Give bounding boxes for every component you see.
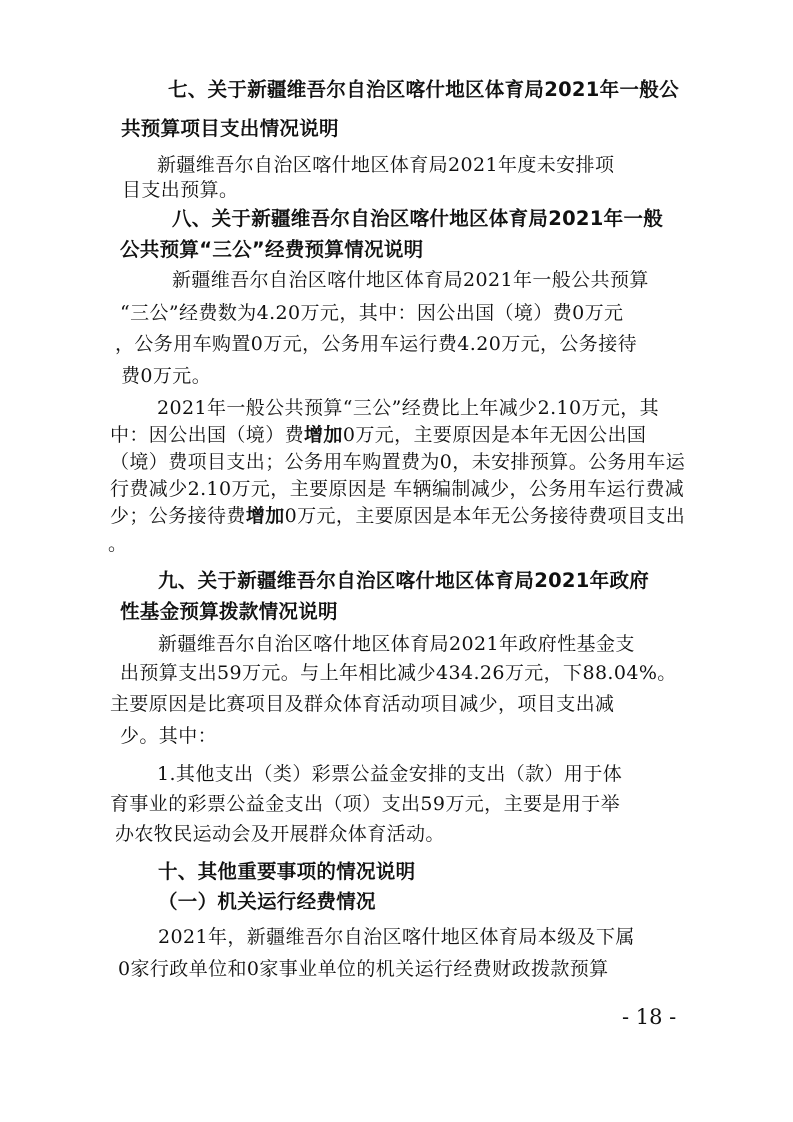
section-8-heading-line-2: 公共预算“三公”经费预算情况说明 [120,238,424,261]
section-8-paragraph-2-line-5 [110,502,685,530]
section-9-heading-line-2: 性基金预算拨款情况说明 [120,600,338,623]
section-8-paragraph-1-line-4: 费0万元。 [121,365,212,387]
section-8-paragraph-2-line-6: 。 [108,533,128,555]
section-7-heading-line-2: 共预算项目支出情况说明 [121,117,339,140]
text-run: 0万元，主要原因是本年无公务接待费项目支出 [284,505,686,527]
section-8-paragraph-1-line-2: “三公”经费数为4.20万元，其中：因公出国（境）费0万元 [120,302,624,324]
section-9-paragraph-2-line-1: 1.其他支出（类）彩票公益金安排的支出（款）用于体 [157,763,623,785]
section-10-paragraph-line-1: 2021年，新疆维吾尔自治区喀什地区体育局本级及下属 [158,926,635,948]
text-run: 少；公务接待费 [110,505,246,527]
section-9-paragraph-1-line-2: 出预算支出59万元。与上年相比减少434.26万元，下88.04%。 [120,662,677,684]
section-9-paragraph-2-line-2: 育事业的彩票公益金支出（项）支出59万元，主要是用于举 [110,793,620,815]
bold-text-run: 增加 [245,505,285,527]
section-8-paragraph-2-line-2 [110,421,646,449]
section-9-paragraph-1-line-3: 主要原因是比赛项目及群众体育活动项目减少，项目支出减 [110,693,615,715]
section-7-body-line-2: 目支出预算。 [122,179,239,201]
page-number: - 18 - [622,1005,677,1029]
section-9-paragraph-1-line-4: 少。其中： [120,725,218,747]
section-7-body-line-1: 新疆维吾尔自治区喀什地区体育局2021年度未安排项 [157,154,615,176]
section-7-heading-line-1: 七、关于新疆维吾尔自治区喀什地区体育局2021年一般公 [168,78,679,101]
section-10-paragraph-line-2: 0家行政单位和0家事业单位的机关运行经费财政拨款预算 [118,958,609,980]
section-8-paragraph-2-line-1: 2021年一般公共预算“三公”经费比上年减少2.10万元，其 [157,397,660,419]
section-8-paragraph-1-line-3: ，公务用车购置0万元，公务用车运行费4.20万元，公务接待 [115,333,637,355]
bold-text-run: 增加 [304,424,343,446]
section-10-subheading: （一）机关运行经费情况 [158,890,376,913]
section-8-paragraph-2-line-3: （境）费项目支出；公务用车购置费为0，未安排预算。公务用车运 [110,451,686,473]
section-9-heading-line-1: 九、关于新疆维吾尔自治区喀什地区体育局2021年政府 [158,569,650,592]
section-10-heading: 十、其他重要事项的情况说明 [158,860,416,883]
text-run: 0万元，主要原因是本年无因公出国 [342,424,647,446]
section-8-paragraph-2-line-4: 行费减少2.10万元，主要原因是 车辆编制减少，公务用车运行费减 [110,478,685,500]
text-run: 中：因公出国（境）费 [110,424,305,446]
section-8-paragraph-1-line-1: 新疆维吾尔自治区喀什地区体育局2021年一般公共预算 [172,269,649,291]
section-9-paragraph-2-line-3: 办农牧民运动会及开展群众体育活动。 [115,823,445,845]
section-9-paragraph-1-line-1: 新疆维吾尔自治区喀什地区体育局2021年政府性基金支 [158,633,635,655]
section-8-heading-line-1: 八、关于新疆维吾尔自治区喀什地区体育局2021年一般 [172,207,664,230]
